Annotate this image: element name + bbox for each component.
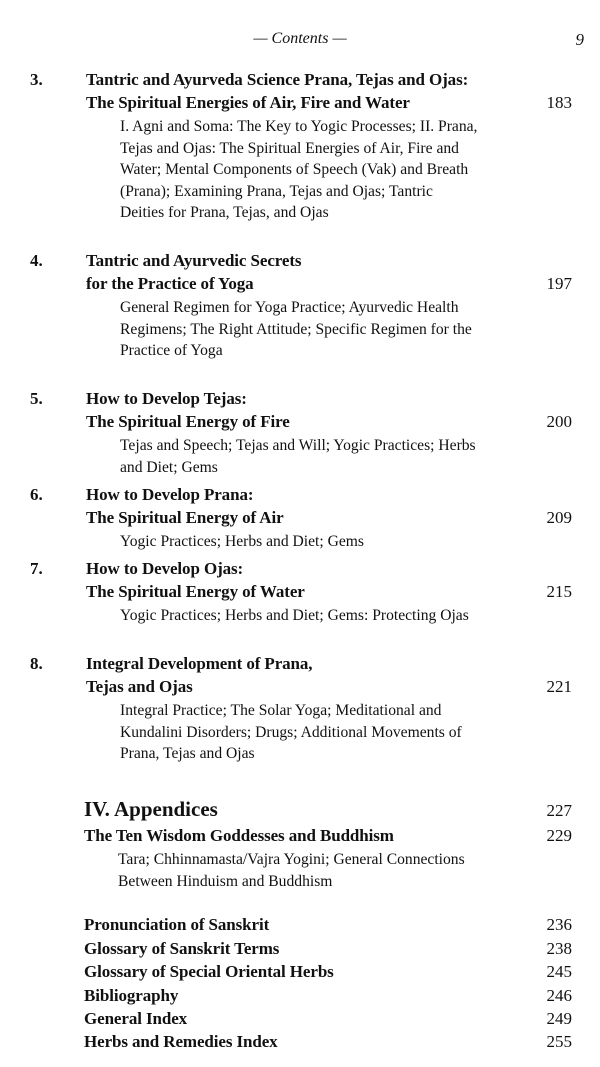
chapter-description: I. Agni and Soma: The Key to Yogic Processes; II. Prana, Tejas and Ojas: The Spiritual Energies of Air, Fire and Water; Mental Components of Speech (Vak) and Breath (Prana); Examining Prana, Tejas and Ojas; Tantric Deities for Prana, Tejas, and Ojas xyxy=(120,118,478,221)
appendix-title: General Index xyxy=(84,1009,188,1028)
chapter-description: Yogic Practices; Herbs and Diet; Gems xyxy=(120,533,364,550)
chapter-page: 197 xyxy=(546,274,572,293)
chapter-title-line2: The Spiritual Energy of Fire xyxy=(86,412,290,431)
chapter-title-line1: How to Develop Tejas: xyxy=(86,389,247,408)
chapter-page: 200 xyxy=(546,412,572,431)
appendix-page: 238 xyxy=(546,939,572,958)
chapter-description: General Regimen for Yoga Practice; Ayurvedic Health Regimens; The Right Attitude; Specific Regimen for the Practice of Yoga xyxy=(120,299,472,359)
chapter-page: 221 xyxy=(546,677,572,696)
chapter-title-line2: The Spiritual Energies of Air, Fire and Water xyxy=(86,93,410,112)
appendix-page: 255 xyxy=(546,1032,572,1051)
chapter-title-line1: Tantric and Ayurvedic Secrets xyxy=(86,251,302,270)
chapter-title-line2: for the Practice of Yoga xyxy=(86,274,254,293)
chapter-title-line1: How to Develop Prana: xyxy=(86,485,254,504)
chapter-title-line2: The Spiritual Energy of Air xyxy=(86,508,284,527)
chapter-number: 5. xyxy=(30,389,43,408)
appendix-title: Herbs and Remedies Index xyxy=(84,1032,278,1051)
section-page: 227 xyxy=(546,801,572,820)
appendix-title: Glossary of Special Oriental Herbs xyxy=(84,962,334,981)
chapter-number: 4. xyxy=(30,251,43,270)
chapter-title-line1: How to Develop Ojas: xyxy=(86,559,244,578)
chapter-description: Tejas and Speech; Tejas and Will; Yogic Practices; Herbs and Diet; Gems xyxy=(120,437,476,476)
appendix-title: Pronunciation of Sanskrit xyxy=(84,915,270,934)
appendix-title: Bibliography xyxy=(84,986,179,1005)
appendix-page: 249 xyxy=(546,1009,572,1028)
chapter-number: 3. xyxy=(30,70,43,89)
chapter-description: Integral Practice; The Solar Yoga; Meditational and Kundalini Disorders; Drugs; Additional Movements of Prana, Tejas and Ojas xyxy=(120,702,462,762)
chapter-title-line2: Tejas and Ojas xyxy=(86,677,193,696)
chapter-number: 7. xyxy=(30,559,43,578)
appendix-description: Tara; Chhinnamasta/Vajra Yogini; General Connections Between Hinduism and Buddhism xyxy=(118,851,465,890)
chapter-page: 183 xyxy=(546,93,572,112)
page-header xyxy=(0,30,600,54)
chapter-title-line2: The Spiritual Energy of Water xyxy=(86,582,305,601)
appendix-page: 229 xyxy=(546,826,572,845)
appendix-page: 246 xyxy=(546,986,572,1005)
section-heading: IV. Appendices xyxy=(84,797,218,821)
chapter-title-line1: Integral Development of Prana, xyxy=(86,654,313,673)
page-number: 9 xyxy=(575,30,584,49)
appendix-title: The Ten Wisdom Goddesses and Buddhism xyxy=(84,826,394,845)
appendix-page: 236 xyxy=(546,915,572,934)
chapter-number: 6. xyxy=(30,485,43,504)
chapter-page: 209 xyxy=(546,508,572,527)
appendix-title: Glossary of Sanskrit Terms xyxy=(84,939,280,958)
chapter-title-line1: Tantric and Ayurveda Science Prana, Tejas and Ojas: xyxy=(86,70,469,89)
chapter-page: 215 xyxy=(546,582,572,601)
running-title: — Contents — xyxy=(253,30,347,47)
appendix-page: 245 xyxy=(546,962,572,981)
chapter-description: Yogic Practices; Herbs and Diet; Gems: Protecting Ojas xyxy=(120,607,469,624)
chapter-number: 8. xyxy=(30,654,43,673)
